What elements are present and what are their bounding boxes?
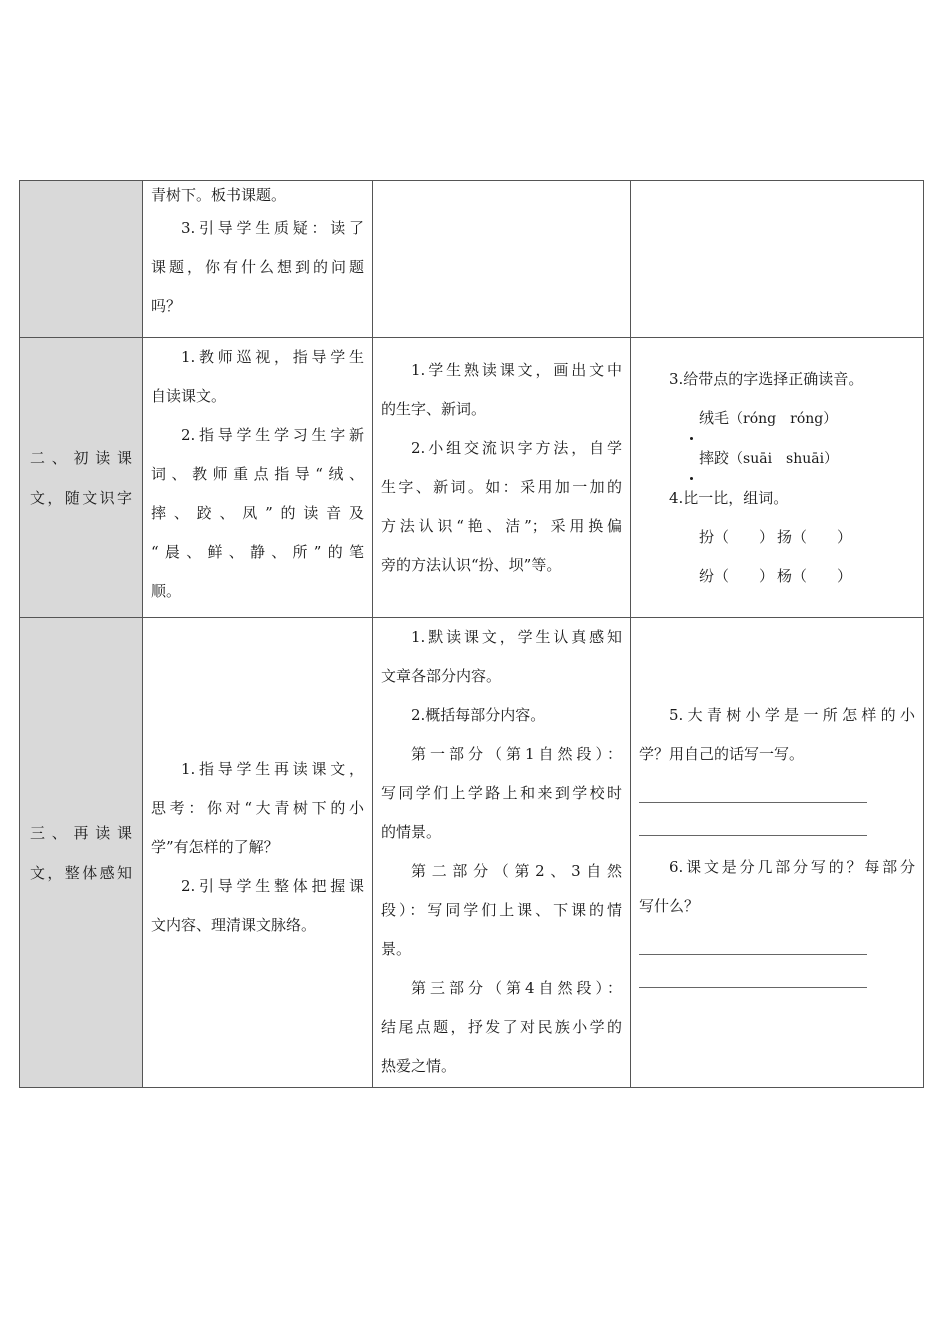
pinyin-item <box>639 439 915 479</box>
teacher-activity-cell <box>143 181 373 338</box>
teacher-activity-cell <box>143 618 373 1088</box>
lesson-plan-table <box>19 180 924 1088</box>
exercise-question: 6.课文是分几部分写的？每部分 <box>669 858 915 876</box>
exercise-cell <box>631 181 924 338</box>
teacher-activity-cell <box>143 338 373 618</box>
student-activity-cell <box>373 618 631 1088</box>
exercise-question: 写什么？ <box>639 897 700 915</box>
answer-blank-line[interactable] <box>639 782 867 803</box>
compare-item: 纷（ ） <box>699 567 775 585</box>
stage-cell <box>20 618 143 1088</box>
teacher-line: 1.教师巡视，指导学生 <box>181 348 364 366</box>
teacher-line: 文内容、理清课文脉络。 <box>151 916 317 934</box>
stage-cell <box>20 181 143 338</box>
student-line: 景。 <box>381 940 412 958</box>
pinyin-item <box>639 399 915 439</box>
teacher-line: 青树下。板书课题。 <box>151 186 287 204</box>
student-activity-cell <box>373 338 631 618</box>
student-line: 旁的方法认识“扮、坝”等。 <box>381 556 562 574</box>
student-line: 文章各部分内容。 <box>381 667 502 685</box>
word-rest: 毛 <box>714 409 730 427</box>
teacher-line: 学”有怎样的了解？ <box>151 838 279 856</box>
teacher-line: 1.指导学生再读课文， <box>181 760 364 778</box>
dotted-character: 摔 <box>669 439 714 478</box>
table-row <box>20 181 924 338</box>
teacher-line: 思考：你对“大青树下的小 <box>151 799 364 817</box>
dotted-character: 绒 <box>669 399 714 438</box>
teacher-line: 顺。 <box>151 582 182 600</box>
student-line: 的生字、新词。 <box>381 400 487 418</box>
student-line: 1.学生熟读课文，画出文中 <box>411 361 622 379</box>
student-line: 2.概括每部分内容。 <box>411 706 546 724</box>
student-line: 第一部分（第1自然段）： <box>411 745 622 763</box>
teacher-line: 2.引导学生整体把握课 <box>181 877 364 895</box>
compare-row <box>639 518 915 557</box>
stage-label: 二、初读课文，随文识字 <box>30 448 132 507</box>
exercise-question: 5.大青树小学是一所怎样的小 <box>669 706 915 724</box>
table-row <box>20 618 924 1088</box>
compare-item: 扮（ ） <box>699 528 775 546</box>
answer-blank-line[interactable] <box>639 967 867 988</box>
student-line: 写同学们上学路上和来到学校时 <box>381 784 622 802</box>
pinyin-options: （róng róng） <box>729 411 838 427</box>
stage-label: 三、再读课文，整体感知 <box>30 823 132 882</box>
exercise-cell <box>631 338 924 618</box>
word-rest: 跤 <box>714 449 730 467</box>
student-line: 2.小组交流识字方法，自学 <box>411 439 622 457</box>
student-line: 的情景。 <box>381 823 442 841</box>
compare-item: 杨（ ） <box>777 567 853 585</box>
table-row <box>20 338 924 618</box>
exercise-question: 学？用自己的话写一写。 <box>639 745 805 763</box>
compare-item: 扬（ ） <box>777 528 853 546</box>
pinyin-options: （suāi shuāi） <box>729 451 839 467</box>
student-activity-cell <box>373 181 631 338</box>
compare-row <box>639 557 915 596</box>
student-line: 第二部分（第2、3自然 <box>411 862 622 880</box>
answer-blank-line[interactable] <box>639 815 867 836</box>
teacher-line: “晨、鲜、静、所”的笔 <box>151 543 364 561</box>
teacher-line: 2.指导学生学习生字新 <box>181 426 364 444</box>
teacher-line: 词、教师重点指导“绒、 <box>151 465 364 483</box>
exercise-cell <box>631 618 924 1088</box>
student-line: 热爱之情。 <box>381 1057 457 1075</box>
student-line: 生字、新词。如：采用加一加的 <box>381 478 622 496</box>
answer-blank-line[interactable] <box>639 934 867 955</box>
exercise-question: 4.比一比，组词。 <box>669 489 789 507</box>
exercise-question: 3.给带点的字选择正确读音。 <box>669 370 864 388</box>
teacher-line: 3.引导学生质疑：读了 <box>181 219 364 237</box>
teacher-line: 自读课文。 <box>151 387 227 405</box>
student-line: 第三部分（第4自然段）： <box>411 979 622 997</box>
teacher-line: 吗？ <box>151 297 182 315</box>
stage-cell <box>20 338 143 618</box>
student-line: 结尾点题，抒发了对民族小学的 <box>381 1018 622 1036</box>
teacher-line: 课题，你有什么想到的问题 <box>151 258 364 276</box>
student-line: 1.默读课文，学生认真感知 <box>411 628 622 646</box>
student-line: 方法认识“艳、洁”；采用换偏 <box>381 517 622 535</box>
teacher-line: 摔、跤、凤”的读音及 <box>151 504 364 522</box>
student-line: 段）：写同学们上课、下课的情 <box>381 901 622 919</box>
